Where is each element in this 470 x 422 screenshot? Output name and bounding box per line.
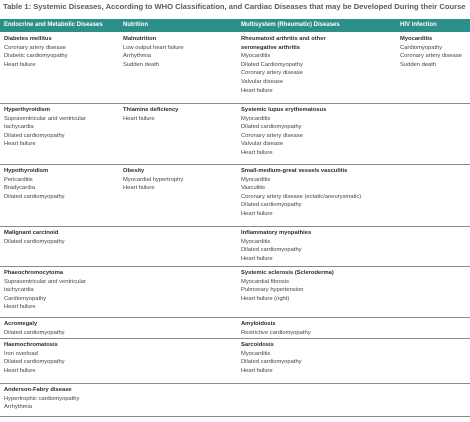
cardiac-manifestation: Dilated cardiomyopathy	[241, 202, 302, 209]
cell-endocrine	[4, 167, 120, 201]
disease-name: Systemic lupus erythematosus	[241, 107, 327, 113]
cardiac-manifestation: Heart failure	[123, 115, 155, 122]
cardiac-manifestation: Vasculitis	[241, 185, 266, 192]
cell-nutrition	[123, 106, 239, 123]
cell-multisystem	[241, 341, 357, 375]
cell-multisystem	[241, 229, 357, 263]
cell-endocrine	[4, 341, 120, 375]
table-caption: Table 1: Systemic Diseases, According to WHO Classification, and Cardiac Diseases that may be Developed During their Course	[3, 2, 466, 11]
cardiac-manifestation: Supraventricular and ventricular	[4, 115, 86, 122]
cardiac-manifestation: Pericarditis	[4, 176, 33, 183]
disease-name: Thiamine deficiency	[123, 107, 179, 113]
cardiac-manifestation: Myocarditis	[241, 350, 271, 357]
cardiac-manifestation: Iron overload	[4, 350, 38, 357]
cardiac-manifestation: Sudden death	[123, 61, 160, 68]
cardiac-manifestation: Heart failure	[241, 149, 273, 156]
cardiac-manifestation: Myocarditis	[241, 238, 271, 245]
header-endocrine: Endocrine and Metabolic Diseases	[4, 22, 103, 28]
header-hiv: HIV infection	[400, 22, 437, 28]
disease-name: Anderson-Fabry disease	[4, 387, 72, 393]
table-row	[0, 164, 470, 217]
disease-name: Small-medium-great vessels vasculitis	[241, 168, 348, 174]
header-nutrition: Nutrition	[123, 22, 148, 28]
header-multisystem: Multisystem (Rheumatic) Diseases	[241, 22, 340, 28]
disease-name: Obesity	[123, 168, 145, 174]
disease-name: Malnutrition	[123, 36, 157, 42]
cardiac-manifestation: Myocarditis	[241, 176, 271, 183]
cardiac-manifestation: Pulmonary hypertension	[241, 287, 304, 294]
cardiac-manifestation: Cardiomyopathy	[4, 295, 47, 302]
cardiac-manifestation: Low output heart failure	[123, 44, 184, 51]
cell-endocrine	[4, 269, 120, 312]
cardiac-manifestation: tachycardia	[4, 287, 34, 294]
disease-name: Haemochromatosis	[4, 342, 58, 348]
disease-name: Malignant carcinoid	[4, 230, 59, 236]
cardiac-manifestation: Cardiomyopathy	[400, 44, 443, 51]
cardiac-manifestation: Heart failure	[4, 304, 36, 311]
cardiac-manifestation: Heart failure	[4, 141, 36, 148]
cell-nutrition	[123, 35, 239, 69]
table-bottom-rule	[0, 416, 470, 417]
cardiac-manifestation: Heart failure	[123, 185, 155, 192]
table-row	[0, 338, 470, 374]
cardiac-manifestation: Heart failure	[241, 367, 273, 374]
disease-name: Inflammatory myopathies	[241, 230, 312, 236]
cell-multisystem	[241, 35, 357, 95]
disease-name: Hyperthyroidism	[4, 107, 51, 113]
disease-name: Phaeochromocytoma	[4, 270, 63, 276]
cardiac-manifestation: Dilated Cardiomyopathy	[241, 61, 303, 68]
disease-name: Systemic sclerosis (Scleroderma)	[241, 270, 334, 276]
cell-multisystem	[241, 269, 357, 303]
cardiac-manifestation: Dilated cardiomyopathy	[4, 329, 65, 336]
cardiac-manifestation: Heart failure	[4, 61, 36, 68]
cardiac-manifestation: Heart failure	[241, 210, 273, 217]
cardiac-manifestation: Restrictive cardiomyopathy	[241, 329, 311, 336]
cell-multisystem	[241, 320, 357, 337]
cardiac-manifestation: Supraventricular and ventricular	[4, 278, 86, 285]
cell-endocrine	[4, 106, 120, 149]
cardiac-manifestation: Myocarditis	[241, 53, 271, 60]
cardiac-manifestation: Valvular disease	[241, 141, 284, 148]
disease-name: Rheumatoid arthritis and other	[241, 36, 326, 42]
cell-multisystem	[241, 167, 362, 219]
cell-endocrine	[4, 229, 120, 246]
table-row	[0, 103, 470, 156]
cardiac-manifestation: Myocarditis	[241, 115, 271, 122]
cell-endocrine	[4, 320, 120, 337]
cell-endocrine	[4, 386, 120, 412]
cell-hiv	[400, 35, 470, 69]
cardiac-manifestation: Dilated cardiomyopathy	[4, 238, 65, 245]
cardiac-manifestation: Arrhythmia	[4, 404, 33, 411]
table-row	[0, 317, 470, 336]
disease-name: Acromegaly	[4, 321, 38, 327]
cardiac-manifestation: Hypertrophic cardiomyopathy	[4, 395, 80, 402]
disease-name: Myocarditis	[400, 36, 433, 42]
cardiac-manifestation: Dilated cardiomyopathy	[241, 247, 302, 254]
table-row	[0, 383, 470, 411]
disease-name: seronegative arthritis	[241, 44, 300, 51]
cardiac-manifestation: Coronary artery disease	[400, 53, 462, 60]
cardiac-manifestation: Diabetic cardiomyopathy	[4, 53, 68, 60]
cardiac-manifestation: Bradycardia	[4, 185, 35, 192]
disease-name: Diabetes mellitus	[4, 36, 52, 42]
cardiac-manifestation: Coronary artery disease	[4, 44, 66, 51]
table-row	[0, 266, 470, 311]
cardiac-manifestation: Dilated cardiomyopathy	[4, 193, 65, 200]
cardiac-manifestation: Dilated cardiomyopathy	[241, 124, 302, 131]
cardiac-manifestation: Coronary artery disease	[241, 132, 303, 139]
cardiac-manifestation: Heart failure	[4, 367, 36, 374]
cardiac-manifestation: Coronary artery disease (ectatic/aneurysmatic)	[241, 193, 362, 200]
cell-nutrition	[123, 167, 239, 193]
disease-name: Hypothyroidism	[4, 168, 49, 174]
cardiac-manifestation: Myocardial fibrosis	[241, 278, 289, 285]
cardiac-manifestation: Dilated cardiomyopathy	[4, 132, 65, 139]
disease-name: Sarcoidosis	[241, 342, 274, 348]
cell-endocrine	[4, 35, 120, 69]
table-header	[0, 19, 470, 32]
cardiac-manifestation: Dilated cardiomyopathy	[241, 359, 302, 366]
cardiac-manifestation: Coronary artery disease	[241, 70, 303, 77]
cardiac-manifestation: Valvular disease	[241, 78, 284, 85]
cardiac-manifestation: Heart failure	[241, 87, 273, 94]
cardiac-manifestation: Myocardial hypertrophy	[123, 176, 184, 183]
cardiac-manifestation: Heart failure (right)	[241, 295, 290, 302]
cardiac-manifestation: Sudden death	[400, 61, 437, 68]
cardiac-manifestation: Heart failure	[241, 255, 273, 262]
disease-name: Amyloidosis	[241, 321, 276, 327]
cell-multisystem	[241, 106, 357, 158]
cardiac-manifestation: Dilated cardiomyopathy	[4, 359, 65, 366]
table-row	[0, 226, 470, 262]
cardiac-manifestation: Arrhythmia	[123, 53, 152, 60]
cardiac-manifestation: tachycardia	[4, 124, 34, 131]
